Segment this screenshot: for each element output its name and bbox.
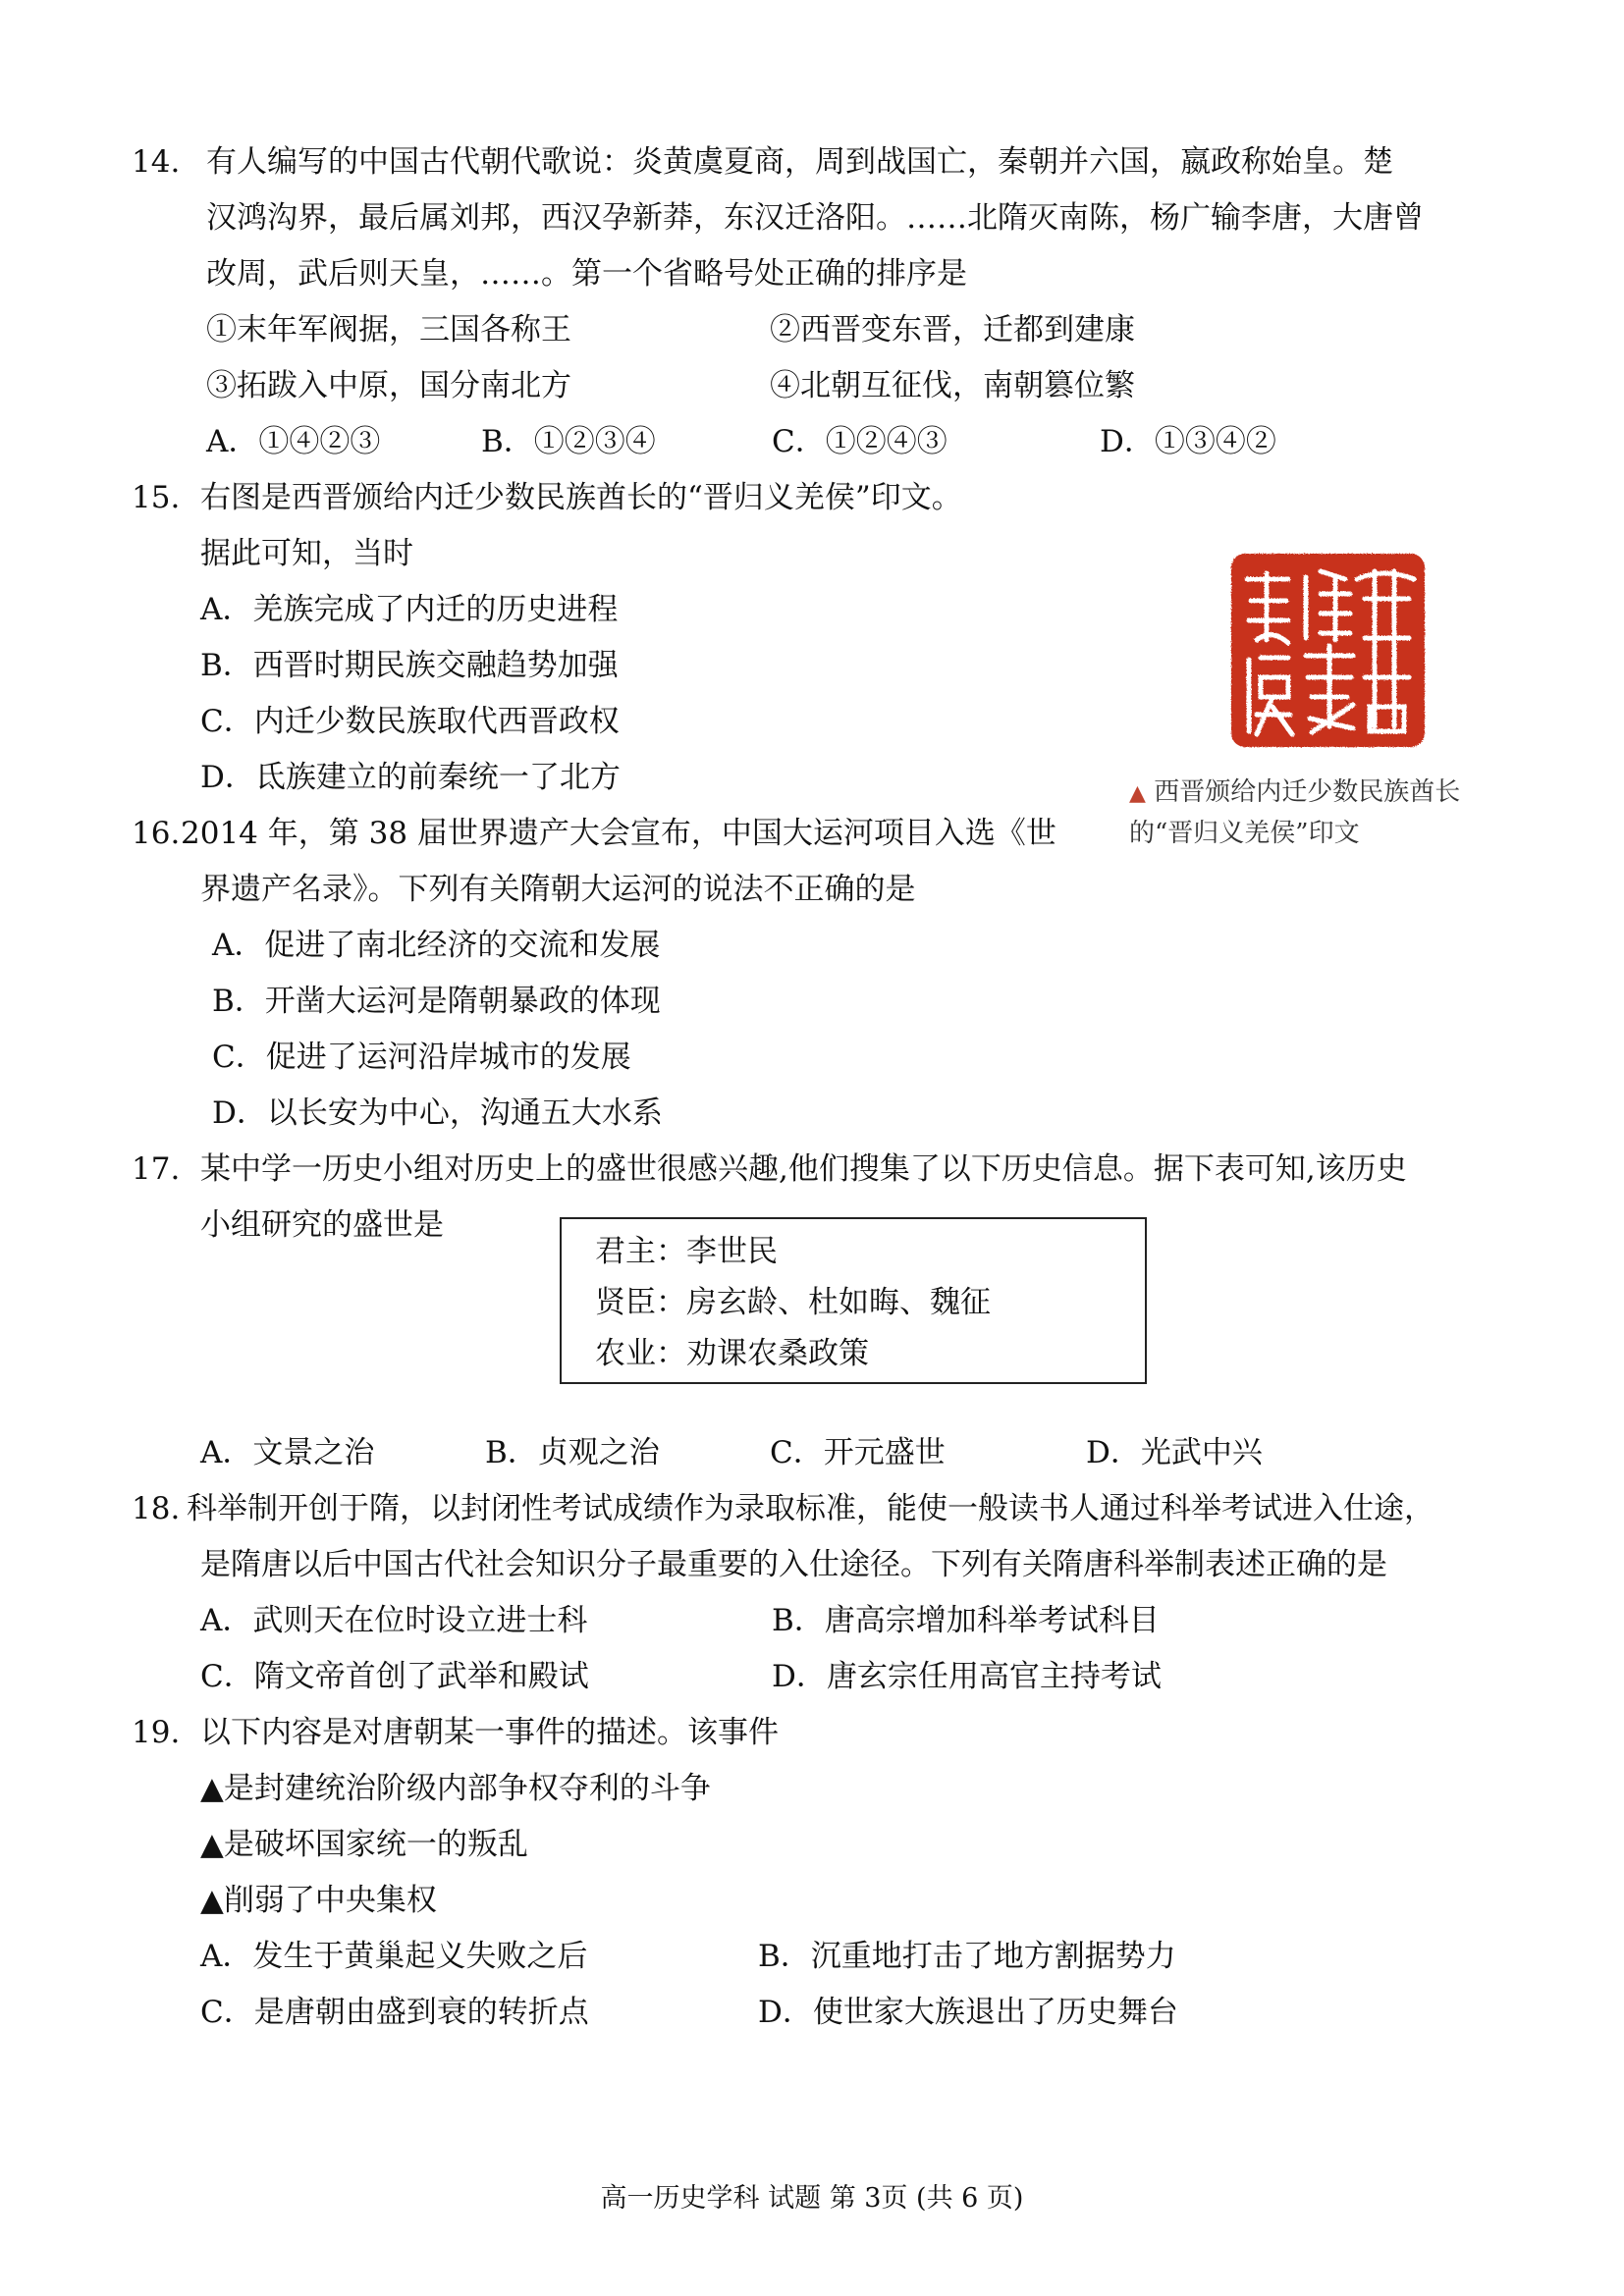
q16-stem-line-2: 界遗产名录》。下列有关隋朝大运河的说法不正确的是	[200, 872, 916, 907]
q14-item-2: ②西晋变东晋，迁都到建康	[770, 312, 1135, 347]
q15-option-b[interactable]: B．西晋时期民族交融趋势加强	[200, 648, 619, 683]
q14-option-b[interactable]: B．①②③④	[481, 424, 656, 459]
q18-stem-line-2: 是隋唐以后中国古代社会知识分子最重要的入仕途径。下列有关隋唐科举制表述正确的是	[200, 1547, 1387, 1582]
q17-option-b[interactable]: B．贞观之治	[485, 1435, 660, 1470]
caption-triangle-icon: ▲	[1129, 781, 1146, 806]
q18-option-a[interactable]: A．武则天在位时设立进士科	[200, 1603, 588, 1638]
q15-stem-line-1: 右图是西晋颁给内迁少数民族酋长的“晋归义羌侯”印文。	[200, 480, 962, 515]
q19-option-d[interactable]: D．使世家大族退出了历史舞台	[758, 1995, 1178, 2030]
q16-stem-line-1: 2014 年，第 38 届世界遗产大会宣布，中国大运河项目入选《世	[181, 816, 1056, 851]
q19-bullet-2: ▲是破坏国家统一的叛乱	[200, 1827, 528, 1862]
q17-option-a[interactable]: A．文景之治	[200, 1435, 375, 1470]
seal-caption-line-2: 的“晋归义羌侯”印文	[1129, 819, 1360, 848]
q14-option-d[interactable]: D．①③④②	[1100, 424, 1276, 459]
q16-option-c[interactable]: C．促进了运河沿岸城市的发展	[212, 1040, 631, 1075]
q17-info-table	[560, 1217, 1147, 1384]
q18-option-d[interactable]: D．唐玄宗任用高官主持考试	[772, 1659, 1162, 1694]
q19-bullet-1: ▲是封建统治阶级内部争权夺利的斗争	[200, 1771, 711, 1806]
q16-option-d[interactable]: D．以长安为中心，沟通五大水系	[212, 1095, 663, 1131]
q18-option-b[interactable]: B．唐高宗增加科举考试科目	[772, 1603, 1160, 1638]
q14-number: 14.	[132, 144, 181, 180]
q19-number: 19.	[132, 1715, 181, 1750]
q14-option-a[interactable]: A．①④②③	[206, 424, 381, 459]
q19-option-a[interactable]: A．发生于黄巢起义失败之后	[200, 1939, 588, 1974]
q19-bullet-3: ▲削弱了中央集权	[200, 1883, 437, 1918]
q17-option-c[interactable]: C．开元盛世	[770, 1435, 946, 1470]
q15-option-a[interactable]: A．羌族完成了内迁的历史进程	[200, 592, 619, 627]
page-footer: 高一历史学科 试题 第 3页 (共 6 页)	[600, 2183, 1024, 2214]
q18-stem-line-1: 科举制开创于隋，以封闭性考试成绩作为录取标准，能使一般读书人通过科举考试进入仕途，	[187, 1491, 1435, 1526]
q15-number: 15.	[132, 480, 181, 515]
q17-stem-line-1: 某中学一历史小组对历史上的盛世很感兴趣,他们搜集了以下历史信息。据下表可知,该历史	[200, 1151, 1407, 1187]
q15-option-d[interactable]: D．氐族建立的前秦统一了北方	[200, 760, 621, 795]
q19-stem-line-1: 以下内容是对唐朝某一事件的描述。该事件	[200, 1715, 779, 1750]
q14-item-1: ①末年军阀据，三国各称王	[206, 312, 571, 347]
seal-caption-line-1	[1129, 773, 1460, 814]
q19-option-b[interactable]: B．沉重地打击了地方割据势力	[758, 1939, 1176, 1974]
q14-stem-line-3: 改周，武后则天皇，……。第一个省略号处正确的排序是	[206, 256, 967, 292]
q15-option-c[interactable]: C．内迁少数民族取代西晋政权	[200, 704, 620, 739]
q18-option-c[interactable]: C．隋文帝首创了武举和殿试	[200, 1659, 589, 1694]
q17-option-d[interactable]: D．光武中兴	[1086, 1435, 1263, 1470]
q14-option-c[interactable]: C．①②④③	[772, 424, 947, 459]
q17-stem-line-2: 小组研究的盛世是	[200, 1207, 444, 1243]
q17-table-row-monarch: 君主：李世民	[595, 1234, 778, 1269]
q16-option-a[interactable]: A．促进了南北经济的交流和发展	[212, 928, 661, 963]
q14-stem-line-1: 有人编写的中国古代朝代歌说：炎黄虞夏商，周到战国亡，秦朝并六国，嬴政称始皇。楚	[206, 144, 1393, 180]
seal-image	[1227, 550, 1429, 751]
q17-table-row-ministers: 贤臣：房玄龄、杜如晦、魏征	[595, 1285, 991, 1320]
q14-stem-line-2: 汉鸿沟界，最后属刘邦，西汉孕新莽，东汉迁洛阳。……北隋灭南陈，杨广输李唐，大唐曾	[206, 200, 1424, 236]
q17-table-row-agriculture: 农业：劝课农桑政策	[595, 1336, 869, 1371]
q14-item-4: ④北朝互征伐，南朝篡位繁	[770, 368, 1135, 403]
q15-stem-line-2: 据此可知，当时	[200, 536, 413, 571]
q16-number: 16.	[132, 816, 181, 851]
q17-number: 17.	[132, 1151, 181, 1187]
q18-number: 18.	[132, 1491, 181, 1526]
q16-option-b[interactable]: B．开凿大运河是隋朝暴政的体现	[212, 984, 661, 1019]
q19-option-c[interactable]: C．是唐朝由盛到衰的转折点	[200, 1995, 589, 2030]
seal-caption-text-1: 西晋颁给内迁少数民族酋长	[1154, 777, 1461, 807]
q14-item-3: ③拓跋入中原，国分南北方	[206, 368, 571, 403]
